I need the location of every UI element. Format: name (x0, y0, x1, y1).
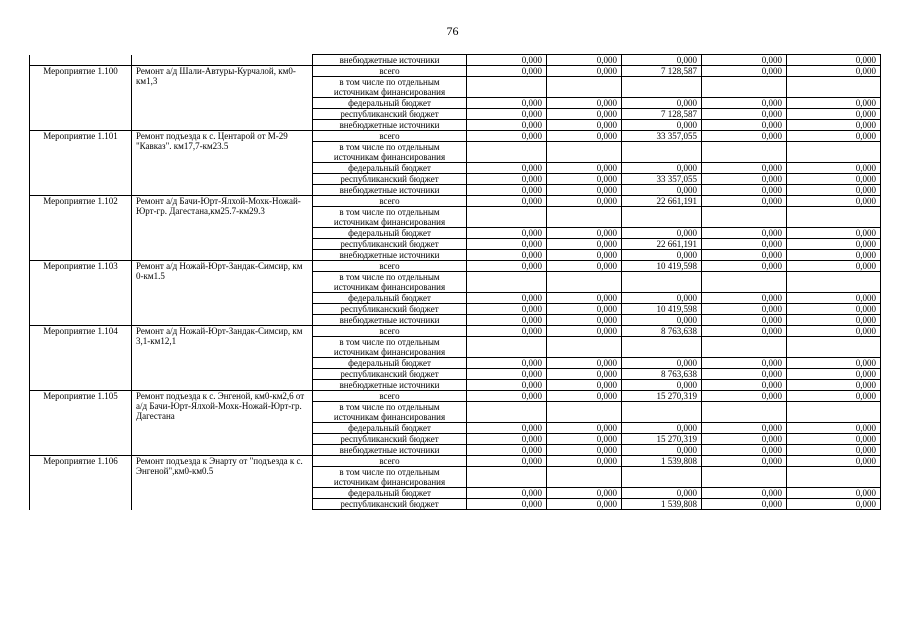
value-cell: 0,000 (622, 358, 702, 369)
event-label: Мероприятие 1.102 (30, 196, 132, 261)
value-cell (467, 142, 547, 163)
value-cell: 0,000 (787, 315, 881, 326)
value-cell: 0,000 (702, 261, 787, 272)
value-cell (467, 207, 547, 228)
value-cell: 0,000 (622, 120, 702, 131)
event-name: Ремонт а/д Ножай-Юрт-Зандак-Симсир, км 3,1-км12,1 (132, 326, 313, 391)
value-cell: 0,000 (702, 369, 787, 380)
value-cell: 0,000 (787, 391, 881, 402)
source-cell: всего (313, 326, 467, 337)
value-cell (547, 467, 622, 488)
value-cell: 8 763,638 (622, 326, 702, 337)
value-cell: 0,000 (787, 109, 881, 120)
value-cell: 10 419,598 (622, 261, 702, 272)
value-cell: 0,000 (702, 445, 787, 456)
event-label: Мероприятие 1.100 (30, 66, 132, 131)
source-cell: в том числе по отдельным источникам финансирования (313, 402, 467, 423)
value-cell: 0,000 (787, 445, 881, 456)
value-cell: 0,000 (547, 326, 622, 337)
value-cell: 0,000 (702, 499, 787, 510)
source-cell: внебюджетные источники (313, 185, 467, 196)
source-cell: федеральный бюджет (313, 488, 467, 499)
value-cell: 0,000 (467, 315, 547, 326)
value-cell: 0,000 (547, 488, 622, 499)
value-cell: 0,000 (622, 315, 702, 326)
value-cell: 0,000 (622, 250, 702, 261)
table-row (30, 196, 881, 207)
page-number: 76 (446, 24, 459, 38)
value-cell (467, 77, 547, 98)
value-cell: 0,000 (547, 293, 622, 304)
value-cell: 8 763,638 (622, 369, 702, 380)
value-cell: 0,000 (467, 369, 547, 380)
value-cell: 0,000 (787, 293, 881, 304)
source-cell: республиканский бюджет (313, 174, 467, 185)
source-cell: федеральный бюджет (313, 228, 467, 239)
value-cell: 0,000 (467, 434, 547, 445)
value-cell (622, 337, 702, 358)
value-cell: 33 357,055 (622, 131, 702, 142)
source-cell: республиканский бюджет (313, 239, 467, 250)
budget-table (29, 54, 881, 510)
value-cell: 0,000 (467, 55, 547, 66)
value-cell: 0,000 (467, 499, 547, 510)
source-cell: республиканский бюджет (313, 369, 467, 380)
value-cell: 0,000 (467, 185, 547, 196)
value-cell: 0,000 (547, 174, 622, 185)
event-name: Ремонт а/д Ножай-Юрт-Зандак-Симсир, км 0-км1.5 (132, 261, 313, 326)
value-cell: 0,000 (787, 326, 881, 337)
value-cell: 15 270,319 (622, 391, 702, 402)
value-cell: 0,000 (547, 304, 622, 315)
value-cell: 0,000 (547, 434, 622, 445)
value-cell: 0,000 (702, 358, 787, 369)
value-cell: 0,000 (702, 250, 787, 261)
value-cell: 0,000 (787, 98, 881, 109)
value-cell: 0,000 (622, 228, 702, 239)
table-row (30, 55, 881, 66)
value-cell: 0,000 (787, 488, 881, 499)
source-cell: внебюджетные источники (313, 445, 467, 456)
value-cell: 0,000 (622, 163, 702, 174)
value-cell (622, 142, 702, 163)
value-cell: 0,000 (467, 163, 547, 174)
value-cell: 0,000 (467, 131, 547, 142)
value-cell: 0,000 (702, 456, 787, 467)
value-cell: 0,000 (702, 423, 787, 434)
value-cell: 0,000 (702, 109, 787, 120)
value-cell: 1 539,808 (622, 456, 702, 467)
event-label: Мероприятие 1.103 (30, 261, 132, 326)
value-cell: 0,000 (467, 423, 547, 434)
value-cell: 0,000 (702, 120, 787, 131)
value-cell: 0,000 (787, 120, 881, 131)
source-cell: всего (313, 456, 467, 467)
value-cell: 0,000 (787, 239, 881, 250)
source-cell: внебюджетные источники (313, 315, 467, 326)
value-cell: 0,000 (622, 55, 702, 66)
value-cell: 0,000 (622, 445, 702, 456)
value-cell (467, 337, 547, 358)
source-cell: внебюджетные источники (313, 55, 467, 66)
value-cell (787, 272, 881, 293)
value-cell (787, 467, 881, 488)
value-cell (467, 467, 547, 488)
value-cell: 10 419,598 (622, 304, 702, 315)
value-cell: 0,000 (467, 304, 547, 315)
value-cell (622, 207, 702, 228)
value-cell (702, 467, 787, 488)
value-cell: 0,000 (547, 98, 622, 109)
value-cell (622, 272, 702, 293)
value-cell: 0,000 (467, 488, 547, 499)
value-cell: 0,000 (547, 66, 622, 77)
value-cell: 0,000 (547, 456, 622, 467)
value-cell: 0,000 (547, 250, 622, 261)
value-cell: 0,000 (702, 239, 787, 250)
value-cell: 0,000 (467, 293, 547, 304)
value-cell (547, 207, 622, 228)
value-cell: 0,000 (787, 196, 881, 207)
source-cell: федеральный бюджет (313, 358, 467, 369)
value-cell: 0,000 (702, 391, 787, 402)
value-cell: 0,000 (547, 163, 622, 174)
value-cell: 0,000 (622, 488, 702, 499)
source-cell: республиканский бюджет (313, 304, 467, 315)
value-cell (787, 77, 881, 98)
value-cell (467, 402, 547, 423)
value-cell: 0,000 (702, 315, 787, 326)
value-cell: 0,000 (467, 66, 547, 77)
value-cell: 0,000 (547, 369, 622, 380)
value-cell: 0,000 (467, 174, 547, 185)
table-row (30, 326, 881, 337)
value-cell: 22 661,191 (622, 239, 702, 250)
value-cell (622, 402, 702, 423)
value-cell (787, 207, 881, 228)
value-cell: 0,000 (787, 434, 881, 445)
value-cell (547, 337, 622, 358)
value-cell: 0,000 (787, 499, 881, 510)
value-cell: 0,000 (702, 293, 787, 304)
value-cell: 0,000 (547, 109, 622, 120)
value-cell (547, 77, 622, 98)
table-row (30, 131, 881, 142)
table-row (30, 261, 881, 272)
value-cell: 0,000 (702, 66, 787, 77)
source-cell: всего (313, 131, 467, 142)
value-cell: 0,000 (467, 196, 547, 207)
source-cell: внебюджетные источники (313, 380, 467, 391)
value-cell: 0,000 (467, 120, 547, 131)
value-cell: 0,000 (787, 261, 881, 272)
value-cell: 0,000 (787, 174, 881, 185)
source-cell: всего (313, 196, 467, 207)
source-cell: республиканский бюджет (313, 499, 467, 510)
value-cell: 0,000 (547, 261, 622, 272)
source-cell: федеральный бюджет (313, 98, 467, 109)
source-cell: в том числе по отдельным источникам финансирования (313, 142, 467, 163)
value-cell (547, 142, 622, 163)
value-cell: 0,000 (547, 120, 622, 131)
value-cell: 0,000 (467, 109, 547, 120)
value-cell (702, 77, 787, 98)
value-cell (702, 337, 787, 358)
value-cell (547, 272, 622, 293)
value-cell: 0,000 (702, 434, 787, 445)
source-cell: республиканский бюджет (313, 109, 467, 120)
event-label: Мероприятие 1.101 (30, 131, 132, 196)
value-cell: 0,000 (787, 358, 881, 369)
value-cell: 0,000 (787, 423, 881, 434)
value-cell: 15 270,319 (622, 434, 702, 445)
value-cell: 0,000 (467, 261, 547, 272)
source-cell: внебюджетные источники (313, 250, 467, 261)
value-cell: 0,000 (702, 163, 787, 174)
value-cell: 0,000 (787, 163, 881, 174)
value-cell: 0,000 (547, 499, 622, 510)
source-cell: в том числе по отдельным источникам финансирования (313, 337, 467, 358)
event-label: Мероприятие 1.105 (30, 391, 132, 456)
value-cell (787, 337, 881, 358)
source-cell: в том числе по отдельным источникам финансирования (313, 207, 467, 228)
value-cell (622, 467, 702, 488)
value-cell: 22 661,191 (622, 196, 702, 207)
source-cell: в том числе по отдельным источникам финансирования (313, 272, 467, 293)
value-cell: 0,000 (787, 228, 881, 239)
value-cell: 0,000 (702, 304, 787, 315)
value-cell: 0,000 (547, 423, 622, 434)
value-cell (702, 402, 787, 423)
value-cell (622, 77, 702, 98)
event-name: Ремонт подъезда к с. Центарой от М-29 "Кавказ". км17,7-км23.5 (132, 131, 313, 196)
value-cell: 0,000 (547, 391, 622, 402)
value-cell: 0,000 (702, 98, 787, 109)
value-cell (787, 142, 881, 163)
value-cell (702, 207, 787, 228)
value-cell: 0,000 (467, 445, 547, 456)
table-row (30, 391, 881, 402)
value-cell: 0,000 (787, 66, 881, 77)
value-cell (467, 272, 547, 293)
value-cell: 0,000 (787, 380, 881, 391)
value-cell: 0,000 (547, 196, 622, 207)
value-cell: 0,000 (467, 228, 547, 239)
value-cell: 0,000 (787, 456, 881, 467)
value-cell: 0,000 (787, 55, 881, 66)
value-cell: 0,000 (547, 239, 622, 250)
table-body (30, 55, 881, 510)
value-cell: 0,000 (622, 380, 702, 391)
value-cell: 0,000 (702, 174, 787, 185)
event-name: Ремонт подъезда к Энарту от "подъезда к с. Энгеной",км0-км0.5 (132, 456, 313, 510)
source-cell: федеральный бюджет (313, 423, 467, 434)
value-cell (547, 402, 622, 423)
value-cell: 0,000 (787, 250, 881, 261)
value-cell: 1 539,808 (622, 499, 702, 510)
table-row (30, 66, 881, 77)
value-cell: 0,000 (467, 239, 547, 250)
source-cell: федеральный бюджет (313, 293, 467, 304)
event-name: Ремонт а/д Шали-Автуры-Курчалой, км0-км1,3 (132, 66, 313, 131)
value-cell: 0,000 (467, 250, 547, 261)
value-cell: 0,000 (787, 369, 881, 380)
source-cell: федеральный бюджет (313, 163, 467, 174)
value-cell: 33 357,055 (622, 174, 702, 185)
value-cell: 0,000 (622, 423, 702, 434)
value-cell: 0,000 (547, 185, 622, 196)
value-cell: 0,000 (467, 326, 547, 337)
event-name: Ремонт подъезда к с. Энгеной, км0-км2,6 от а/д Бачи-Юрт-Ялхой-Мохк-Ножай-Юрт-гр. Дагестана (132, 391, 313, 456)
value-cell: 0,000 (467, 98, 547, 109)
value-cell: 0,000 (702, 55, 787, 66)
value-cell: 0,000 (787, 131, 881, 142)
source-cell: всего (313, 66, 467, 77)
value-cell (787, 402, 881, 423)
value-cell: 0,000 (787, 185, 881, 196)
value-cell: 0,000 (622, 98, 702, 109)
value-cell: 0,000 (702, 228, 787, 239)
value-cell (702, 142, 787, 163)
value-cell: 0,000 (702, 185, 787, 196)
value-cell: 7 128,587 (622, 66, 702, 77)
table-row (30, 456, 881, 467)
value-cell: 0,000 (547, 315, 622, 326)
value-cell: 0,000 (702, 488, 787, 499)
value-cell: 0,000 (547, 358, 622, 369)
event-label: Мероприятие 1.104 (30, 326, 132, 391)
event-label: Мероприятие 1.106 (30, 456, 132, 510)
value-cell: 0,000 (467, 380, 547, 391)
value-cell: 0,000 (702, 196, 787, 207)
value-cell: 0,000 (702, 131, 787, 142)
value-cell: 0,000 (547, 228, 622, 239)
value-cell: 0,000 (547, 380, 622, 391)
value-cell (702, 272, 787, 293)
value-cell: 0,000 (467, 391, 547, 402)
source-cell: всего (313, 261, 467, 272)
source-cell: внебюджетные источники (313, 120, 467, 131)
event-label-cell (30, 55, 132, 66)
value-cell: 7 128,587 (622, 109, 702, 120)
value-cell: 0,000 (702, 380, 787, 391)
value-cell: 0,000 (787, 304, 881, 315)
value-cell: 0,000 (547, 445, 622, 456)
value-cell: 0,000 (622, 185, 702, 196)
source-cell: в том числе по отдельным источникам финансирования (313, 467, 467, 488)
value-cell: 0,000 (547, 55, 622, 66)
value-cell: 0,000 (467, 358, 547, 369)
value-cell: 0,000 (622, 293, 702, 304)
event-name-cell (132, 55, 313, 66)
value-cell: 0,000 (467, 456, 547, 467)
source-cell: всего (313, 391, 467, 402)
event-name: Ремонт а/д Бачи-Юрт-Ялхой-Мохк-Ножай-Юрт-гр. Дагестана,км25.7-км29.3 (132, 196, 313, 261)
value-cell: 0,000 (702, 326, 787, 337)
source-cell: республиканский бюджет (313, 434, 467, 445)
value-cell: 0,000 (547, 131, 622, 142)
source-cell: в том числе по отдельным источникам финансирования (313, 77, 467, 98)
